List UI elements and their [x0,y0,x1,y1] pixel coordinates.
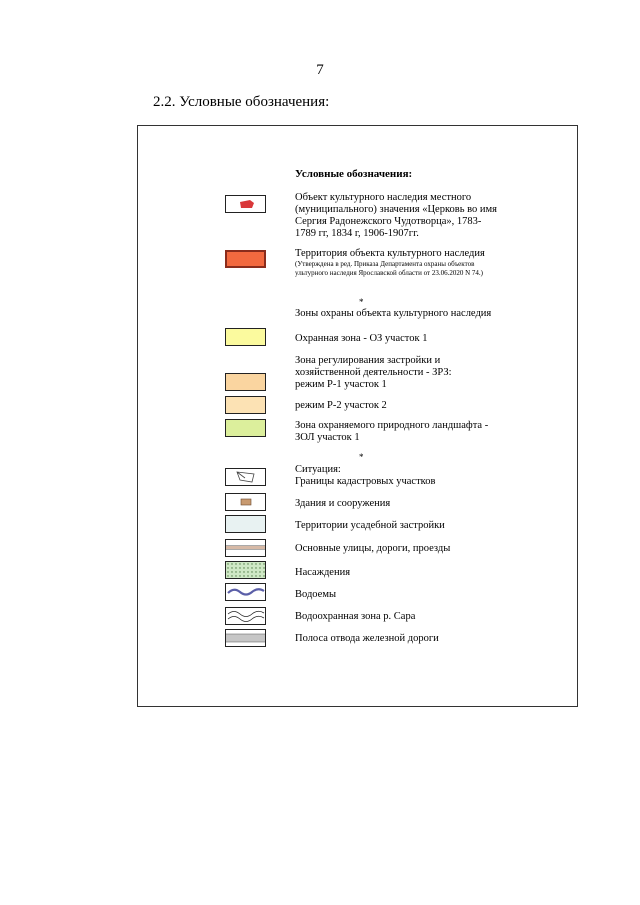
regime-p1-symbol [225,373,266,391]
streets-symbol [225,539,266,557]
heritage-territory-label: Территория объекта культурного наследия [295,248,485,259]
protection-zone-text: Охранная зона - ОЗ участок 1 [295,333,428,344]
water-protection-text: Водоохранная зона р. Сара [295,611,416,622]
water-protection-symbol [225,607,266,625]
heritage-territory-symbol [225,250,266,268]
water-symbol [225,583,266,601]
heritage-object-text: Объект культурного наследия местного (муниципального) значения «Церковь во имя Сергия Радонежского Чудотворца», 1783-1789 гг, 1834 г, 1906-1907гг. [295,192,497,239]
separator-star-2: * [359,452,364,462]
landscape-zone-symbol [225,419,266,437]
regime-p1-text: режим Р-1 участок 1 [295,379,387,390]
cadastral-symbol [225,468,266,486]
heritage-object-symbol [225,195,266,213]
water-text: Водоемы [295,589,337,600]
estate-text: Территории усадебной застройки [295,520,445,531]
heritage-territory-note: (Утверждена в ред. Приказа Департамента охраны объектов ультурного наследия Ярославской области от 23.06.2020 N 74.) [295,260,483,277]
regime-p2-symbol [225,396,266,414]
separator-star-1: * [359,297,364,307]
situation-heading: Ситуация: [295,464,341,475]
plantings-text: Насаждения [295,567,351,578]
estate-symbol [225,515,266,533]
legend-title: Условные обозначения: [295,168,413,180]
cadastral-text: Границы кадастровых участков [295,476,436,487]
section-heading: 2.2. Условные обозначения: [153,94,330,110]
plantings-symbol [225,561,266,579]
regime-p2-text: режим Р-2 участок 2 [295,400,387,411]
zones-heading: Зоны охраны объекта культурного наследия [295,308,492,319]
railway-symbol [225,629,266,647]
buildings-symbol [225,493,266,511]
buildings-text: Здания и сооружения [295,498,391,509]
streets-text: Основные улицы, дороги, проезды [295,543,451,554]
page-number: 7 [316,62,324,78]
regulation-zone-heading: Зона регулирования застройки и хозяйственной деятельности - ЗРЗ: [295,355,452,378]
protection-zone-symbol [225,328,266,346]
landscape-zone-text: Зона охраняемого природного ландшафта - ЗОЛ участок 1 [295,420,489,443]
heritage-territory-text [295,248,500,278]
railway-text: Полоса отвода железной дороги [295,633,439,644]
